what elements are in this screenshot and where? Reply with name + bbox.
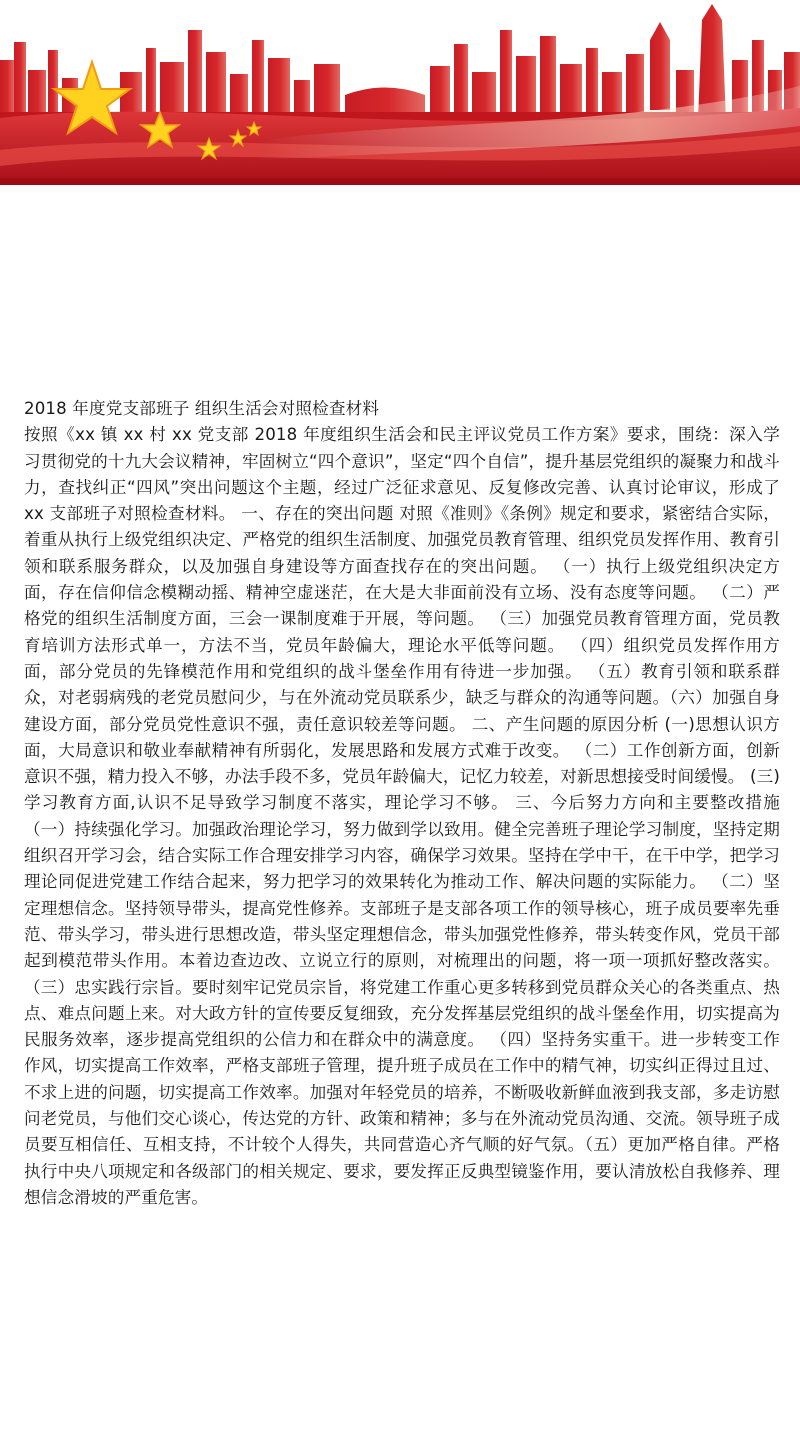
document-title: 2018 年度党支部班子 组织生活会对照检查材料 [24, 399, 380, 418]
ribbon-bottom-edge [0, 178, 800, 185]
document-body: 按照《xx 镇 xx 村 xx 党支部 2018 年度组织生活会和民主评议党员工作方案》要求，围绕：深入学习贯彻党的十九大会议精神，牢固树立“四个意识”，坚定“四个自信”，提升基层党组织的凝聚力和战斗力，查找纠正“四风”突出问题这个主题，经过广泛征求意见、反复修改完善、认真讨论审议，形成了 xx 支部班子对照检查材料。 一、存在的突出问题 对照《准则》《条例》规定和要求，紧密结合实际，着重从执行上级党组织决定、严格党的组织生活制度、加强党员教育管理、组织党员发挥作用、教育引领和联系服务群众，以及加强自身建设等方面查找存在的突出问题。 （一）执行上级党组织决定方面，存在信仰信念模糊动摇、精神空虚迷茫，在大是大非面前没有立场、没有态度等问题。 （二）严格党的组织生活制度方面，三会一课制度难于开展，等问题。 （三）加强党员教育管理方面，党员教育培训方法形式单一，方法不当，党员年龄偏大，理论水平低等问题。 （四）组织党员发挥作用方面，部分党员的先锋模范作用和党组织的战斗堡垒作用有待进一步加强。 （五）教育引领和联系群众，对老弱病残的老党员慰问少，与在外流动党员联系少，缺乏与群众的沟通等问题。（六）加强自身建设方面，部分党员党性意识不强，责任意识较差等问题。 二、产生问题的原因分析 (一)思想认识方面，大局意识和敬业奉献精神有所弱化，发展思路和发展方式难于改变。 （二）工作创新方面，创新意识不强，精力投入不够，办法手段不多，党员年龄偏大，记忆力较差，对新思想接受时间缓慢。 (三)学习教育方面,认识不足导致学习制度不落实，理论学习不够。 三、今后努力方向和主要整改措施 （一）持续强化学习。加强政治理论学习，努力做到学以致用。健全完善班子理论学习制度，坚持定期组织召开学习会，结合实际工作合理安排学习内容，确保学习效果。坚持在学中干，在干中学，把学习理论同促进党建工作结合起来，努力把学习的效果转化为推动工作、解决问题的实际能力。 （二）坚定理想信念。坚持领导带头，提高党性修养。支部班子是支部各项工作的领导核心，班子成员要率先垂范、带头学习，带头进行思想改造，带头坚定理想信念，带头加强党性修养，带头转变作风，党员干部起到模范带头作用。本着边查边改、立说立行的原则，对梳理出的问题，将一项一项抓好整改落实。 （三）忠实践行宗旨。要时刻牢记党员宗旨，将党建工作重心更多转移到党员群众关心的各类重点、热点、难点问题上来。对大政方针的宣传要反复细致，充分发挥基层党组织的战斗堡垒作用，切实提高为民服务效率，逐步提高党组织的公信力和在群众中的满意度。 （四）坚持务实重干。进一步转变工作作风，切实提高工作效率，严格支部班子管理，提升班子成员在工作中的精气神，切实纠正得过且过、不求上进的问题，切实提高工作效率。加强对年轻党员的培养，不断吸收新鲜血液到我支部，多走访慰问老党员，与他们交心谈心，传达党的方针、政策和精神；多与在外流动党员沟通、交流。领导班子成员要互相信任、互相支持，不计较个人得失，共同营造心齐气顺的好气氛。（五）更加严格自律。严格执行中央八项规定和各级部门的相关规定、要求，要发挥正反典型镜鉴作用，要认清放松自我修养、理想信念滑坡的严重危害。 [24, 425, 780, 1207]
header-banner [0, 0, 800, 185]
document-content [24, 396, 780, 1211]
